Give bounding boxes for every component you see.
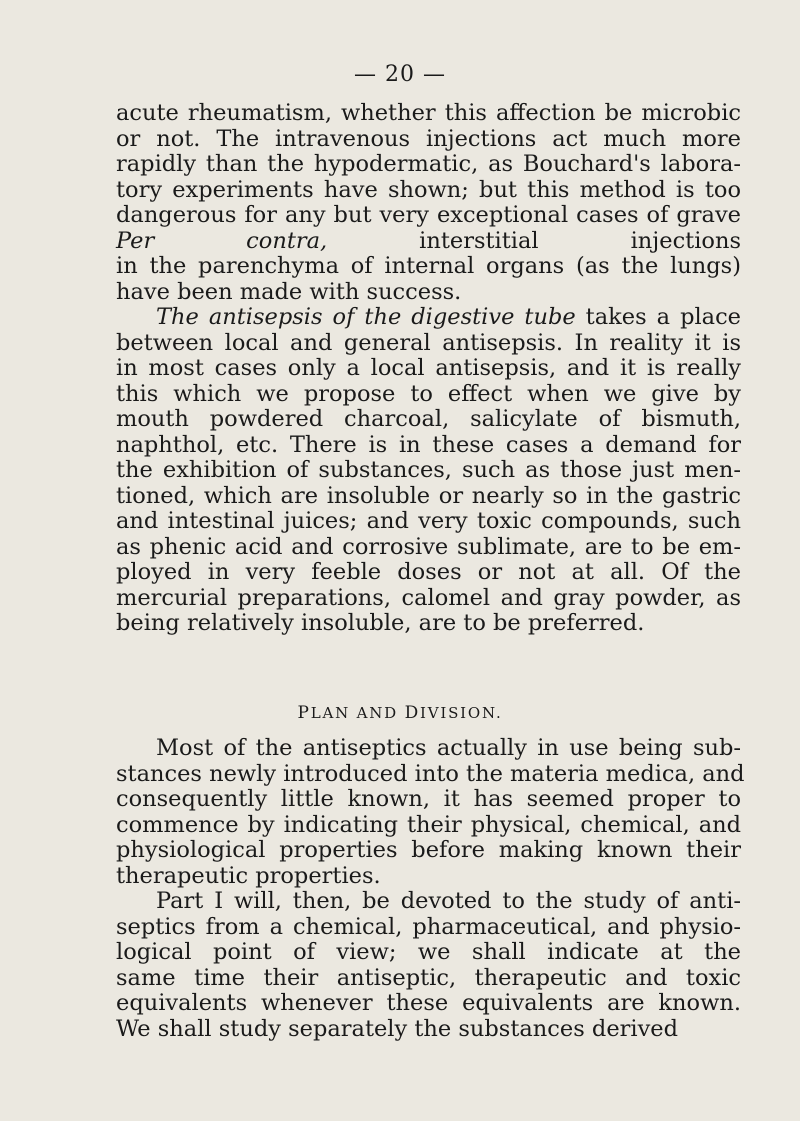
text-line: equivalents whenever these equivalents are known.: [116, 990, 741, 1016]
text-line: therapeutic properties.: [116, 862, 381, 889]
text-line: this which we propose to effect when we give by: [116, 380, 741, 407]
text-line-with-italic: The antisepsis of the digestive tube takes a place: [156, 304, 741, 330]
text-line-with-italic: Per contra, interstitial injections: [116, 227, 741, 254]
section-heading: [0, 703, 800, 723]
text-line: mercurial preparations, calomel and gray powder, as: [116, 584, 741, 611]
text-line: the exhibition of substances, such as those just men-: [116, 457, 741, 483]
heading-part: LAN AND: [310, 704, 405, 722]
italic-phrase-per-contra: Per contra,: [116, 227, 328, 254]
text-line: and intestinal juices; and very toxic compounds, such: [116, 508, 741, 534]
text-line: tory experiments have shown; but this method is too: [116, 176, 741, 203]
text-line: logical point of view; we shall indicate at the: [116, 939, 741, 965]
text-line: septics from a chemical, pharmaceutical, and physio-: [116, 913, 741, 940]
text-block-upper: [116, 101, 741, 637]
text-line: same time their antiseptic, therapeutic and toxic: [116, 964, 741, 991]
text-line: or not. The intravenous injections act much more: [116, 125, 741, 152]
text-line: have been made with success.: [116, 278, 462, 305]
heading-part: P: [297, 703, 311, 723]
heading-part: D: [404, 703, 420, 723]
text-line: stances newly introduced into the materia medica, and: [116, 760, 745, 787]
text-line: naphthol, etc. There is in these cases a demand for: [116, 431, 741, 458]
text-line: in most cases only a local antisepsis, and it is really: [116, 355, 741, 381]
text-line: in the parenchyma of internal organs (as the lungs): [116, 253, 741, 279]
text-line: mouth powdered charcoal, salicylate of bismuth,: [116, 406, 741, 432]
text-line: consequently little known, it has seemed proper to: [116, 786, 741, 812]
text-line: We shall study separately the substances derived: [116, 1015, 679, 1042]
text-block-lower: [116, 735, 745, 1042]
heading-part: IVISION.: [420, 704, 503, 722]
text-line: commence by indicating their physical, chemical, and: [116, 811, 741, 838]
text-line: as phenic acid and corrosive sublimate, are to be em-: [116, 533, 741, 560]
text-line: being relatively insoluble, are to be preferred.: [116, 610, 645, 636]
text-line: Most of the antiseptics actually in use being sub-: [156, 735, 741, 761]
text-line: acute rheumatism, whether this affection be microbic: [116, 100, 741, 126]
page-number: — 20 —: [354, 62, 446, 87]
text-line: tioned, which are insoluble or nearly so in the gastric: [116, 482, 741, 509]
text-line: ployed in very feeble doses or not at all. Of the: [116, 559, 741, 585]
text-line: Part I will, then, be devoted to the study of anti-: [156, 888, 741, 914]
italic-phrase-antisepsis: The antisepsis of the digestive tube: [156, 304, 576, 330]
text-line: physiological properties before making known their: [116, 837, 741, 863]
text-line: dangerous for any but very exceptional cases of grave: [116, 202, 741, 228]
text-line: between local and general antisepsis. In reality it is: [116, 329, 741, 356]
text-line: rapidly than the hypodermatic, as Bouchard's labora-: [116, 151, 741, 177]
